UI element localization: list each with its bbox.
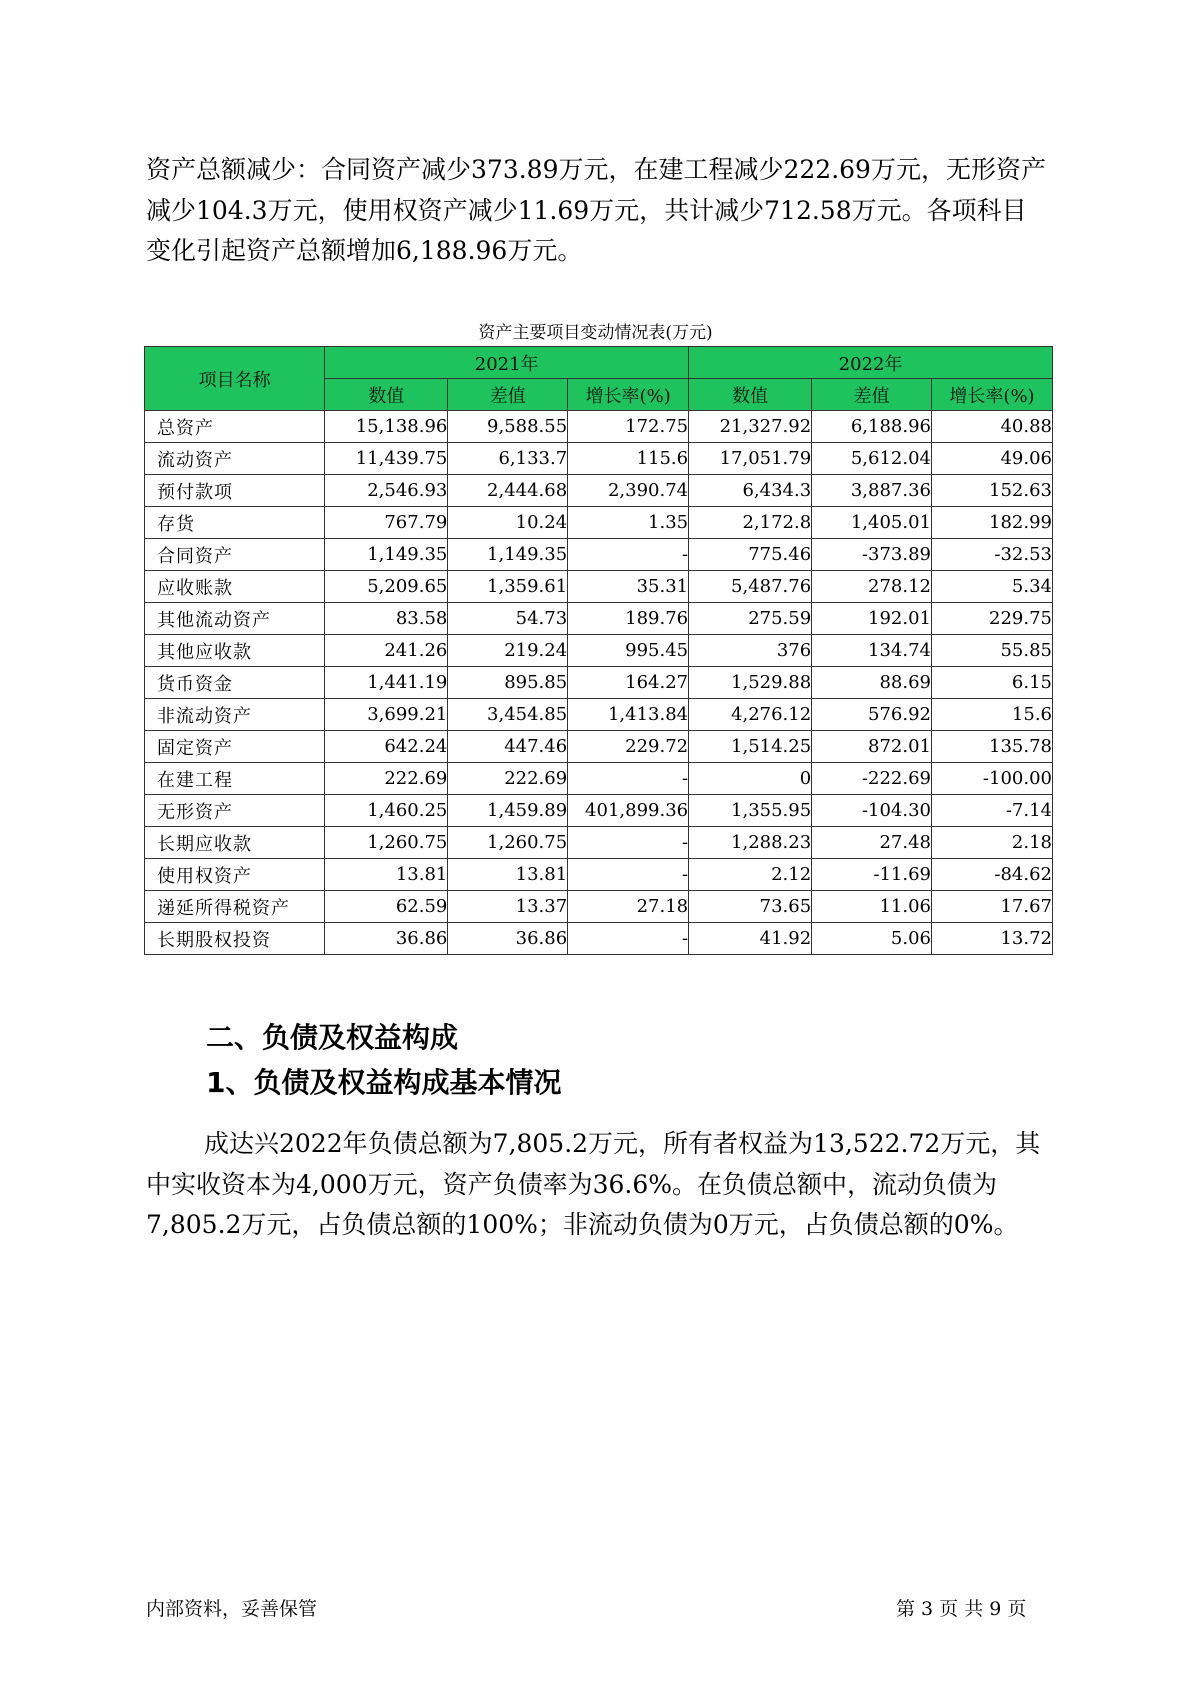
table-cell: - — [568, 923, 689, 955]
header-year-2021: 2021年 — [325, 347, 689, 379]
table-cell: 229.75 — [932, 603, 1053, 635]
table-row — [145, 603, 1053, 635]
table-cell: 3,454.85 — [448, 699, 568, 731]
table-cell: 995.45 — [568, 635, 689, 667]
table-row — [145, 411, 1053, 443]
table-cell: 41.92 — [689, 923, 812, 955]
table-cell: 5,612.04 — [812, 443, 932, 475]
table-cell: 4,276.12 — [689, 699, 812, 731]
table-caption: 资产主要项目变动情况表(万元) — [478, 323, 713, 343]
table-cell: 21,327.92 — [689, 411, 812, 443]
table-cell: 895.85 — [448, 667, 568, 699]
table-cell: 241.26 — [325, 635, 448, 667]
table-cell: 222.69 — [325, 763, 448, 795]
table-cell: 1,260.75 — [325, 827, 448, 859]
table-cell: 73.65 — [689, 891, 812, 923]
table-cell: 11.06 — [812, 891, 932, 923]
row-item-name: 固定资产 — [145, 731, 325, 763]
table-cell: 11,439.75 — [325, 443, 448, 475]
row-item-name: 无形资产 — [145, 795, 325, 827]
table-cell: 83.58 — [325, 603, 448, 635]
table-cell: 1.35 — [568, 507, 689, 539]
table-cell: 62.59 — [325, 891, 448, 923]
table-row — [145, 539, 1053, 571]
row-item-name: 长期应收款 — [145, 827, 325, 859]
table-row — [145, 923, 1053, 955]
row-item-name: 其他流动资产 — [145, 603, 325, 635]
table-cell: 135.78 — [932, 731, 1053, 763]
table-cell: 3,699.21 — [325, 699, 448, 731]
row-item-name: 存货 — [145, 507, 325, 539]
row-item-name: 长期股权投资 — [145, 923, 325, 955]
table-row — [145, 667, 1053, 699]
table-cell: 17,051.79 — [689, 443, 812, 475]
table-cell: -104.30 — [812, 795, 932, 827]
table-cell: 115.6 — [568, 443, 689, 475]
table-cell: 172.75 — [568, 411, 689, 443]
table-cell: 1,460.25 — [325, 795, 448, 827]
table-cell: 54.73 — [448, 603, 568, 635]
table-cell: -7.14 — [932, 795, 1053, 827]
row-item-name: 流动资产 — [145, 443, 325, 475]
table-cell: 152.63 — [932, 475, 1053, 507]
table-cell: 767.79 — [325, 507, 448, 539]
table-cell: 13.81 — [448, 859, 568, 891]
table-cell: 219.24 — [448, 635, 568, 667]
table-cell: 164.27 — [568, 667, 689, 699]
table-cell: 5.06 — [812, 923, 932, 955]
footer-page-number: 第 3 页 共 9 页 — [896, 1598, 1027, 1620]
table-cell: 1,459.89 — [448, 795, 568, 827]
table-cell: 5.34 — [932, 571, 1053, 603]
table-cell: 13.37 — [448, 891, 568, 923]
table-cell: 35.31 — [568, 571, 689, 603]
table-cell: 88.69 — [812, 667, 932, 699]
table-cell: 192.01 — [812, 603, 932, 635]
subheader-diff: 差值 — [812, 379, 932, 411]
table-cell: 189.76 — [568, 603, 689, 635]
table-row — [145, 859, 1053, 891]
table-row — [145, 571, 1053, 603]
table-cell: -373.89 — [812, 539, 932, 571]
table-cell: 1,288.23 — [689, 827, 812, 859]
table-cell: 10.24 — [448, 507, 568, 539]
table-cell: 1,359.61 — [448, 571, 568, 603]
table-row — [145, 507, 1053, 539]
subheader-diff: 差值 — [448, 379, 568, 411]
section-heading: 二、负债及权益构成 — [206, 1021, 459, 1054]
table-cell: 1,529.88 — [689, 667, 812, 699]
table-cell: 275.59 — [689, 603, 812, 635]
table-cell: 49.06 — [932, 443, 1053, 475]
table-cell: 9,588.55 — [448, 411, 568, 443]
table-cell: 40.88 — [932, 411, 1053, 443]
row-item-name: 总资产 — [145, 411, 325, 443]
row-item-name: 递延所得税资产 — [145, 891, 325, 923]
table-cell: 2,172.8 — [689, 507, 812, 539]
table-cell: 36.86 — [448, 923, 568, 955]
table-cell: -222.69 — [812, 763, 932, 795]
table-cell: 775.46 — [689, 539, 812, 571]
row-item-name: 预付款项 — [145, 475, 325, 507]
table-cell: 278.12 — [812, 571, 932, 603]
table-cell: - — [568, 827, 689, 859]
table-cell: - — [568, 539, 689, 571]
table-cell: 1,260.75 — [448, 827, 568, 859]
subheader-value: 数值 — [325, 379, 448, 411]
table-cell: 3,887.36 — [812, 475, 932, 507]
table-cell: 872.01 — [812, 731, 932, 763]
table-cell: 2.18 — [932, 827, 1053, 859]
table-cell: 0 — [689, 763, 812, 795]
table-cell: 1,355.95 — [689, 795, 812, 827]
table-cell: 36.86 — [325, 923, 448, 955]
table-row — [145, 635, 1053, 667]
table-cell: 6,133.7 — [448, 443, 568, 475]
table-cell: 642.24 — [325, 731, 448, 763]
table-cell: 27.18 — [568, 891, 689, 923]
table-row — [145, 699, 1053, 731]
table-cell: 447.46 — [448, 731, 568, 763]
row-item-name: 使用权资产 — [145, 859, 325, 891]
table-cell: 2.12 — [689, 859, 812, 891]
body-paragraph: 成达兴2022年负债总额为7,805.2万元，所有者权益为13,522.72万元，其中实收资本为4,000万元，资产负债率为36.6%。在负债总额中，流动负债为7,805.2万元，占负债总额的100%；非流动负债为0万元，占负债总额的0%。 — [146, 1129, 1041, 1239]
table-cell: 376 — [689, 635, 812, 667]
table-cell: 13.72 — [932, 923, 1053, 955]
table-cell: - — [568, 763, 689, 795]
table-cell: 13.81 — [325, 859, 448, 891]
table-row — [145, 443, 1053, 475]
table-cell: -84.62 — [932, 859, 1053, 891]
table-cell: 6.15 — [932, 667, 1053, 699]
table-cell: 6,188.96 — [812, 411, 932, 443]
table-row — [145, 475, 1053, 507]
table-header-row — [145, 347, 1053, 379]
table-cell: 1,441.19 — [325, 667, 448, 699]
row-item-name: 非流动资产 — [145, 699, 325, 731]
table-cell: 55.85 — [932, 635, 1053, 667]
table-cell: 27.48 — [812, 827, 932, 859]
table-cell: -32.53 — [932, 539, 1053, 571]
table-row — [145, 731, 1053, 763]
table-cell: 576.92 — [812, 699, 932, 731]
table-cell: 401,899.36 — [568, 795, 689, 827]
table-cell: 15,138.96 — [325, 411, 448, 443]
table-cell: 1,149.35 — [448, 539, 568, 571]
table-row — [145, 827, 1053, 859]
table-cell: -11.69 — [812, 859, 932, 891]
table-cell: 229.72 — [568, 731, 689, 763]
table-cell: 17.67 — [932, 891, 1053, 923]
row-item-name: 货币资金 — [145, 667, 325, 699]
table-cell: 1,514.25 — [689, 731, 812, 763]
row-item-name: 合同资产 — [145, 539, 325, 571]
footer-confidential-note: 内部资料，妥善保管 — [146, 1598, 318, 1620]
table-cell: 134.74 — [812, 635, 932, 667]
table-cell: 1,413.84 — [568, 699, 689, 731]
row-item-name: 其他应收款 — [145, 635, 325, 667]
table-cell: 222.69 — [448, 763, 568, 795]
row-item-name: 应收账款 — [145, 571, 325, 603]
table-cell: 6,434.3 — [689, 475, 812, 507]
intro-paragraph: 资产总额减少：合同资产减少373.89万元，在建工程减少222.69万元，无形资产减少104.3万元，使用权资产减少11.69万元，共计减少712.58万元。各项科目变化引起资产总额增加6,188.96万元。 — [146, 155, 1046, 265]
table-cell: 5,487.76 — [689, 571, 812, 603]
subsection-heading: 1、负债及权益构成基本情况 — [206, 1066, 562, 1099]
table-cell: - — [568, 859, 689, 891]
table-row — [145, 763, 1053, 795]
table-cell: 2,444.68 — [448, 475, 568, 507]
table-cell: 5,209.65 — [325, 571, 448, 603]
subheader-value: 数值 — [689, 379, 812, 411]
table-cell: 1,149.35 — [325, 539, 448, 571]
subheader-growth: 增长率(%) — [932, 379, 1053, 411]
table-row — [145, 795, 1053, 827]
table-row — [145, 891, 1053, 923]
header-year-2022: 2022年 — [689, 347, 1053, 379]
row-item-name: 在建工程 — [145, 763, 325, 795]
header-item-name: 项目名称 — [145, 347, 325, 411]
assets-change-table — [144, 346, 1053, 955]
subheader-growth: 增长率(%) — [568, 379, 689, 411]
table-cell: 1,405.01 — [812, 507, 932, 539]
table-cell: 2,390.74 — [568, 475, 689, 507]
table-cell: 15.6 — [932, 699, 1053, 731]
table-cell: 2,546.93 — [325, 475, 448, 507]
table-cell: 182.99 — [932, 507, 1053, 539]
table-cell: -100.00 — [932, 763, 1053, 795]
